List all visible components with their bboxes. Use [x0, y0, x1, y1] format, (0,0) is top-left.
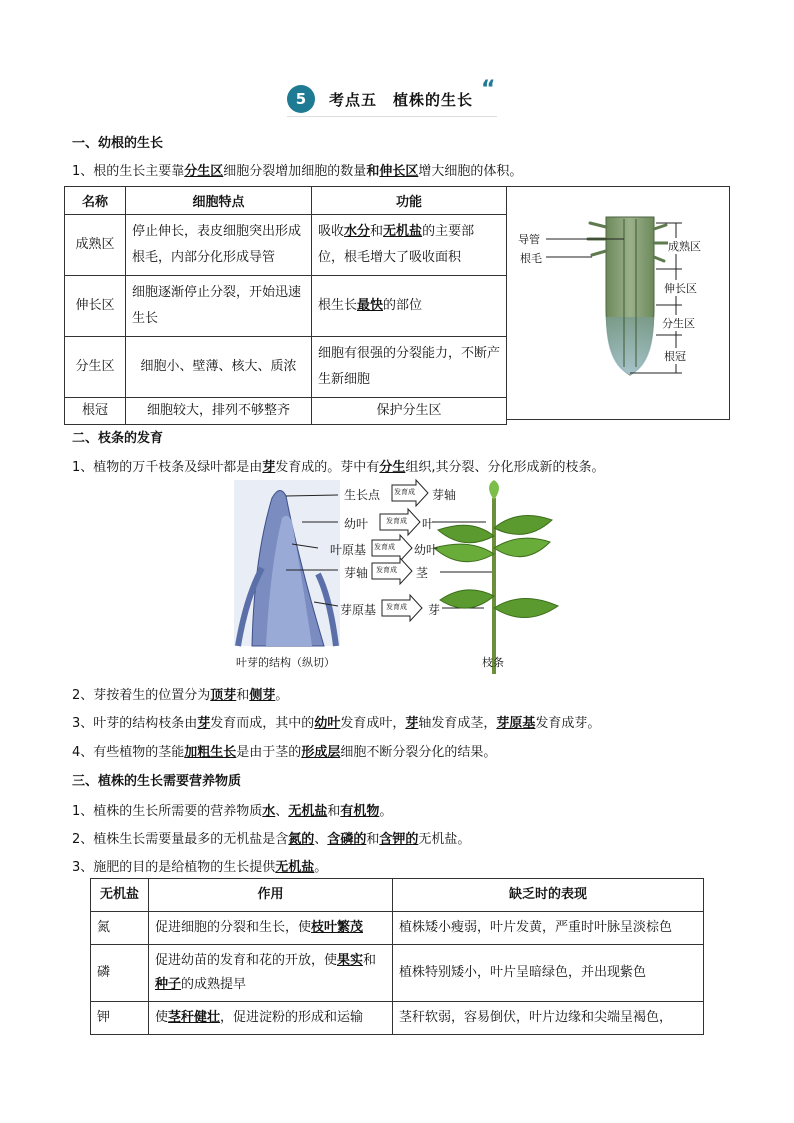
text: 使 — [155, 1010, 169, 1025]
keyword: 水 — [262, 804, 276, 819]
keyword: 伸长区 — [379, 164, 419, 179]
bud-part: 生长点 — [344, 488, 381, 502]
keyword: 果实 — [337, 953, 364, 968]
bud-row — [330, 541, 439, 558]
col-header-feature: 细胞特点 — [126, 187, 312, 215]
label-meristem-zone: 分生区 — [662, 317, 695, 330]
text: 和 — [366, 832, 380, 847]
text: 3、施肥的目的是给植物的生长提供 — [72, 860, 276, 875]
text: 根生长 — [318, 298, 358, 313]
zone-function: 保护分生区 — [312, 398, 507, 425]
text: 组织,其分裂、分化形成新的枝条。 — [405, 460, 605, 475]
caption-bud-structure: 叶芽的结构（纵切） — [236, 656, 335, 669]
mineral-deficiency: 植株矮小瘦弱，叶片发黄，严重时叶脉呈淡棕色 — [393, 912, 704, 945]
paragraph-nutrients — [72, 800, 392, 819]
text: 3、叶芽的结构枝条由 — [72, 716, 198, 731]
table-row — [91, 945, 704, 1002]
arrow-label: 发育成 — [394, 488, 415, 496]
text: ，促进淀粉的形成和运输 — [220, 1010, 364, 1025]
keyword: 无机盐 — [275, 860, 315, 875]
heading-nutrients: 三、植株的生长需要营养物质 — [72, 774, 242, 789]
keyword: 种子 — [155, 977, 182, 992]
text: 发育而成，其中的 — [210, 716, 315, 731]
text: 细胞分裂增加细胞的数量 — [223, 164, 367, 179]
zone-name: 伸长区 — [65, 276, 126, 337]
text: 是由于茎的 — [236, 745, 302, 760]
result-part: 叶 — [422, 517, 435, 531]
keyword: 分生 — [379, 460, 406, 475]
arrow-label: 发育成 — [376, 566, 397, 574]
bud-row — [340, 601, 441, 618]
text: 发育成芽。 — [535, 716, 601, 731]
text: 促进幼苗的发育和花的开放，使 — [155, 953, 338, 968]
zone-feature: 停止伸长，表皮细胞突出形成根毛，内部分化形成导管 — [126, 215, 312, 276]
text: 1、植物的万千枝条及绿叶都是由 — [72, 460, 263, 475]
table-row — [65, 337, 507, 398]
text: 的成熟提早 — [181, 977, 247, 992]
text: 。 — [314, 860, 328, 875]
zone-function: 细胞有很强的分裂能力，不断产生新细胞 — [312, 337, 507, 398]
text: 发育成的。芽中有 — [275, 460, 380, 475]
col-header-effect: 作用 — [149, 879, 393, 912]
label-maturation-zone: 成熟区 — [668, 240, 701, 253]
mineral-effect — [149, 1002, 393, 1035]
heading-young-root: 一、幼根的生长 — [72, 136, 164, 151]
zone-function — [312, 276, 507, 337]
mineral-name: 磷 — [91, 945, 149, 1002]
keyword: 无机盐 — [288, 804, 328, 819]
paragraph-root-growth — [72, 160, 522, 179]
bud-row — [344, 515, 435, 532]
keyword: 茎秆健壮 — [168, 1010, 221, 1025]
text: 增大细胞的体积。 — [418, 164, 523, 179]
heading-branch-development: 二、枝条的发育 — [72, 431, 164, 446]
label-root-hair: 根毛 — [520, 252, 542, 265]
table-row — [91, 1002, 704, 1035]
text: 和 — [327, 804, 341, 819]
keyword: 含钾的 — [379, 832, 419, 847]
text: 和 — [236, 688, 250, 703]
label-root-cap: 根冠 — [664, 350, 686, 363]
col-header-name: 名称 — [65, 187, 126, 215]
result-part: 幼叶 — [414, 543, 439, 557]
result-part: 芽 — [428, 603, 441, 617]
keyword: 芽原基 — [496, 716, 536, 731]
arrow-label: 发育成 — [386, 603, 407, 611]
keyword: 含磷的 — [327, 832, 367, 847]
arrow-label: 发育成 — [386, 517, 407, 525]
table-row — [65, 276, 507, 337]
text: 、 — [314, 832, 328, 847]
root-tip-illustration — [506, 187, 730, 421]
text: 的主要部位，根毛增大了吸收面积 — [318, 224, 475, 265]
text: 的部位 — [383, 298, 423, 313]
text: 和 — [370, 224, 384, 239]
root-zones-table — [64, 186, 507, 425]
arrow-label: 发育成 — [374, 543, 395, 551]
bud-part: 芽轴 — [344, 566, 369, 580]
bud-part: 芽原基 — [340, 603, 377, 617]
keyword: 最快 — [357, 298, 384, 313]
result-part: 芽轴 — [432, 488, 457, 502]
paragraph-fertilizing — [72, 856, 327, 875]
mineral-effect — [149, 945, 393, 1002]
keyword: 水分 — [344, 224, 371, 239]
section-number-badge: 5 — [287, 85, 315, 113]
keyword: 无机盐 — [383, 224, 423, 239]
quote-icon: “ — [481, 76, 496, 102]
zone-feature: 细胞逐渐停止分裂，开始迅速生长 — [126, 276, 312, 337]
text: 和 — [366, 164, 380, 179]
mineral-deficiency: 茎秆软弱，容易倒伏，叶片边缘和尖端呈褐色， — [393, 1002, 704, 1035]
zone-feature: 细胞小、壁薄、核大、质浓 — [126, 337, 312, 398]
zone-function — [312, 215, 507, 276]
bud-and-branch-illustration — [232, 478, 562, 674]
zone-feature: 细胞较大，排列不够整齐 — [126, 398, 312, 425]
paragraph-bud — [72, 456, 604, 475]
zone-name: 根冠 — [65, 398, 126, 425]
bud-row — [344, 564, 429, 581]
text: 。 — [379, 804, 393, 819]
keyword: 有机物 — [340, 804, 380, 819]
mineral-deficiency: 植株特别矮小，叶片呈暗绿色，并出现紫色 — [393, 945, 704, 1002]
result-part: 茎 — [416, 566, 429, 580]
table-row — [91, 912, 704, 945]
text: 促进细胞的分裂和生长，使 — [155, 920, 312, 935]
keyword: 分生区 — [184, 164, 224, 179]
mineral-name: 钾 — [91, 1002, 149, 1035]
root-tip-figure — [506, 186, 730, 420]
col-header-function: 功能 — [312, 187, 507, 215]
col-header-mineral: 无机盐 — [91, 879, 149, 912]
text: 。 — [275, 688, 289, 703]
paragraph-stem-thickening — [72, 741, 496, 760]
bud-row — [344, 486, 457, 503]
paragraph-bud-structure — [72, 712, 600, 731]
text: 无机盐。 — [418, 832, 471, 847]
text: 、 — [275, 804, 289, 819]
text: 发育成叶， — [340, 716, 406, 731]
text: 2、芽按着生的位置分为 — [72, 688, 211, 703]
keyword: 芽 — [197, 716, 211, 731]
paragraph-bud-position — [72, 684, 288, 703]
text: 1、植株的生长所需要的营养物质 — [72, 804, 263, 819]
keyword: 枝叶繁茂 — [311, 920, 364, 935]
bud-part: 幼叶 — [344, 517, 369, 531]
keyword: 形成层 — [301, 745, 341, 760]
keyword: 芽 — [262, 460, 276, 475]
keyword: 幼叶 — [314, 716, 341, 731]
caption-branch: 枝条 — [482, 656, 504, 669]
col-header-deficiency: 缺乏时的表现 — [393, 879, 704, 912]
table-row — [65, 398, 507, 425]
text: 2、植株生长需要量最多的无机盐是含 — [72, 832, 289, 847]
keyword: 芽 — [405, 716, 419, 731]
text: 和 — [363, 953, 377, 968]
mineral-name: 氮 — [91, 912, 149, 945]
bud-structure-figure — [232, 478, 562, 674]
mineral-table — [90, 878, 704, 1035]
keyword: 侧芽 — [249, 688, 276, 703]
text: 1、根的生长主要靠 — [72, 164, 185, 179]
zone-name: 成熟区 — [65, 215, 126, 276]
text: 细胞不断分裂分化的结果。 — [340, 745, 497, 760]
header-divider — [287, 116, 497, 117]
section-header — [287, 76, 496, 114]
section-title: 考点五 植株的生长 — [329, 90, 474, 109]
label-elongation-zone: 伸长区 — [664, 282, 697, 295]
paragraph-minerals — [72, 828, 470, 847]
text: 轴发育成茎， — [418, 716, 497, 731]
keyword: 氮的 — [288, 832, 315, 847]
text: 4、有些植物的茎能 — [72, 745, 185, 760]
mineral-effect — [149, 912, 393, 945]
keyword: 顶芽 — [210, 688, 237, 703]
label-vessel: 导管 — [518, 233, 540, 246]
keyword: 加粗生长 — [184, 745, 237, 760]
zone-name: 分生区 — [65, 337, 126, 398]
text: 吸收 — [318, 224, 345, 239]
bud-part: 叶原基 — [330, 543, 367, 557]
table-row — [65, 215, 507, 276]
